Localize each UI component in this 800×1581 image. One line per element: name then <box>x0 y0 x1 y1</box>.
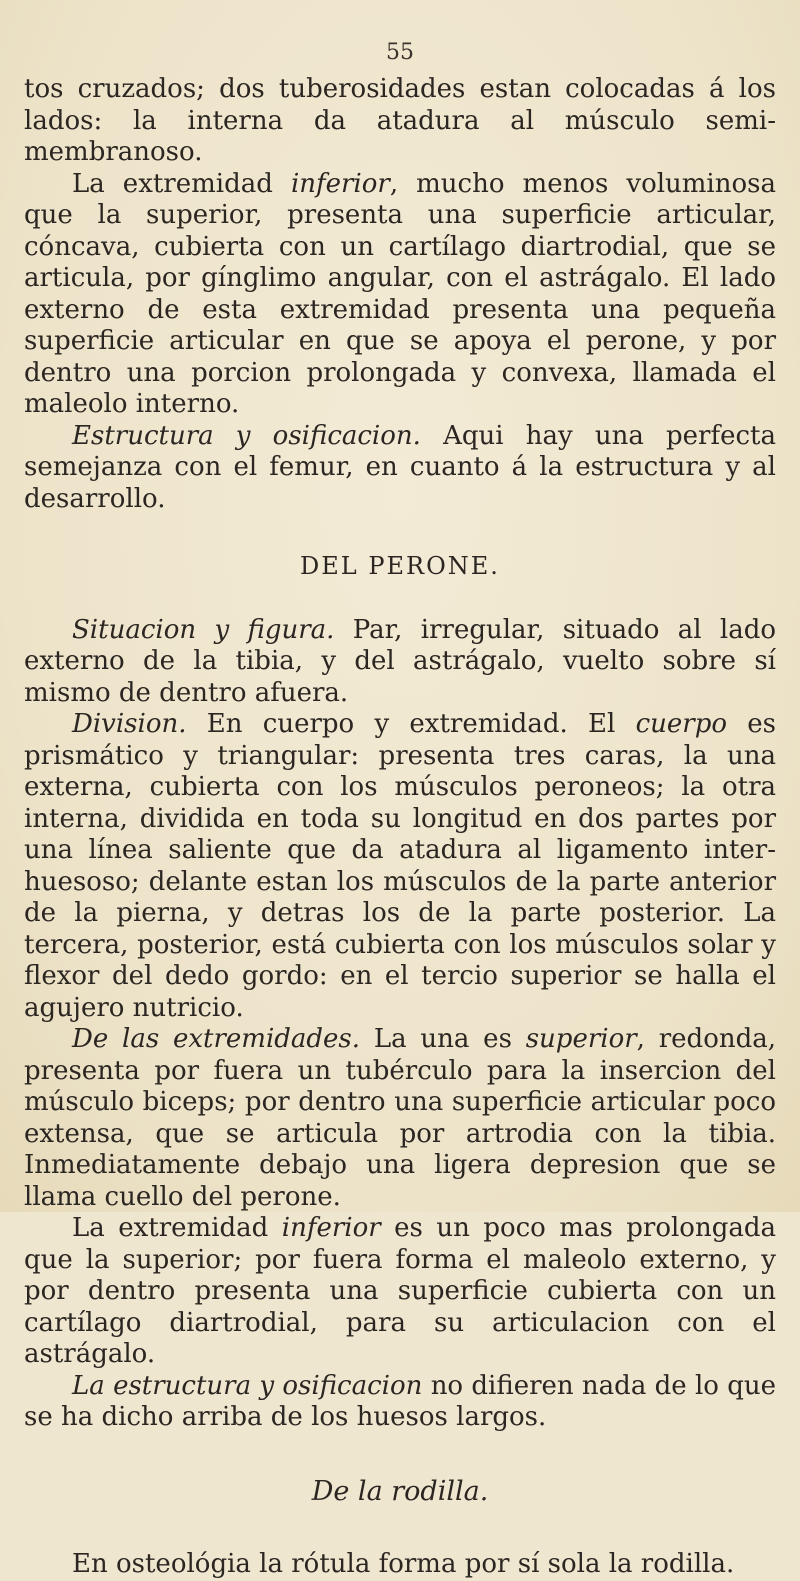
paragraph-estructura-perone: La estructura y osificacion no difieren nada de lo que se ha dicho arriba de los huesos largos. <box>24 1370 776 1432</box>
paragraph-extremidad-inferior: La extremidad inferior, mucho menos voluminosa que la superior, presenta una superficie articular, cóncava, cubierta con un cartílago diartrodial, que se articula, por gínglimo angular, con el astrágalo. El lado externo de esta extremidad presenta una pequeña superficie articular en que se apoya el perone, y por dentro una porcion prolongada y convexa, llamada el maleolo interno. <box>24 168 776 419</box>
paragraph-extremidades: De las extremidades. La una es superior, redonda, presenta por fuera un tubérculo para la insercion del músculo biceps; por dentro una superficie articular poco extensa, que se articula por artrodia con la tibia. Inmediatamente debajo una ligera depresion que se llama cuello del perone. <box>24 1024 776 1212</box>
paragraph-situacion: Situacion y figura. Par, irregular, situado al lado externo de la tibia, y del astrágalo, vuelto sobre sí mismo de dentro afuera. <box>24 614 776 708</box>
paragraph-division: Division. En cuerpo y extremidad. El cuerpo es prismático y triangular: presenta tres caras, la una externa, cubierta con los músculos peroneos; la otra interna, dividida en toda su longitud en dos partes por una línea saliente que da atadura al ligamento inter-huesoso; delante estan los músculos de la parte anterior de la pierna, y detras los de la parte posterior. La tercera, posterior, está cubierta con los músculos solar y flexor del dedo gordo: en el tercio superior se halla el agujero nutricio. <box>24 709 776 1023</box>
page-number: 55 <box>386 40 414 65</box>
paragraph-extremidad-inferior-perone: La extremidad inferior es un poco mas prolongada que la superior; por fuera forma el maleolo externo, y por dentro presenta una superficie cubierta con un cartílago diartrodial, para su articulacion con el astrágalo. <box>24 1213 776 1369</box>
paragraph-estructura: Estructura y osificacion. Aqui hay una perfecta semejanza con el femur, en cuanto á la estructura y al desarrollo. <box>24 420 776 514</box>
text-block <box>24 74 776 1581</box>
section-heading-rodilla: De la rodilla. <box>311 1475 489 1507</box>
paragraph-rodilla: En osteológia la rótula forma por sí sola la rodilla. <box>72 1549 735 1579</box>
section-heading-perone: DEL PERONE. <box>300 552 500 580</box>
paragraph-continuation: tos cruzados; dos tuberosidades estan colocadas á los lados: la interna da atadura al músculo semi-membranoso. <box>24 74 776 167</box>
